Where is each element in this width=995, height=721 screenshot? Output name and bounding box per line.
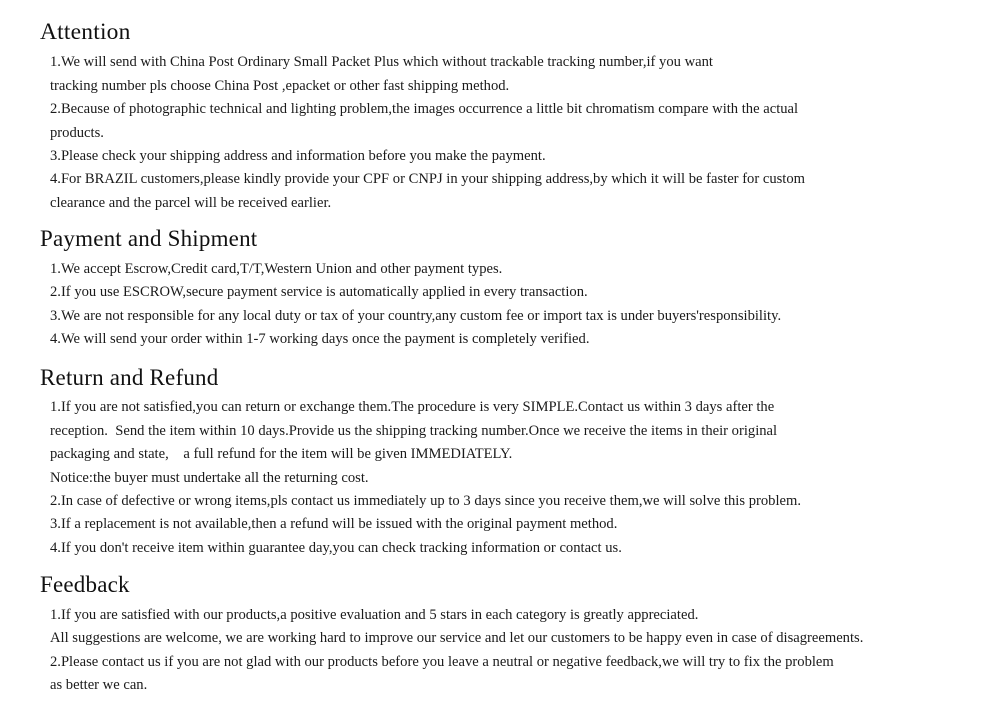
section-body-payment-and-shipment (40, 258, 961, 352)
section-title-attention: Attention (40, 19, 131, 45)
policy-line: 4.If you don't receive item within guarantee day,you can check tracking information or contact us. (50, 539, 622, 556)
policy-line: Notice:the buyer must undertake all the returning cost. (50, 469, 369, 486)
section-return-and-refund (40, 364, 961, 561)
policy-line: 1.We accept Escrow,Credit card,T/T,Western Union and other payment types. (50, 260, 503, 277)
section-feedback (40, 571, 961, 697)
policy-line: tracking number pls choose China Post ,epacket or other fast shipping method. (50, 77, 510, 94)
section-body-attention (40, 51, 961, 215)
policy-line: 1.If you are satisfied with our products,a positive evaluation and 5 stars in each category is greatly appreciated. (50, 606, 699, 623)
policy-line: as better we can. (50, 677, 148, 694)
policy-line: 2.If you use ESCROW,secure payment service is automatically applied in every transaction. (50, 284, 588, 301)
policy-line: clearance and the parcel will be received earlier. (50, 194, 332, 211)
section-title-return-and-refund: Return and Refund (40, 364, 219, 390)
policy-line: 3.If a replacement is not available,then a refund will be issued with the original payment method. (50, 516, 618, 533)
section-body-feedback (40, 604, 961, 698)
policy-line: 1.If you are not satisfied,you can return or exchange them.The procedure is very SIMPLE.Contact us within 3 days after the (50, 399, 775, 416)
section-title-feedback: Feedback (40, 572, 130, 598)
policy-line: 2.Because of photographic technical and lighting problem,the images occurrence a little bit chromatism compare with the actual (50, 101, 799, 118)
section-title-payment-and-shipment: Payment and Shipment (40, 226, 258, 252)
section-attention (40, 18, 961, 215)
policy-line: All suggestions are welcome, we are working hard to improve our service and let our customers to be happy even in case of disagreements. (50, 630, 864, 647)
policy-line: 4.We will send your order within 1-7 working days once the payment is completely verified. (50, 331, 590, 348)
policy-line: products. (50, 124, 104, 141)
section-payment-and-shipment (40, 225, 961, 351)
policy-line: reception. Send the item within 10 days.Provide us the shipping tracking number.Once we receive the items in their original (50, 422, 778, 439)
policy-line: 2.In case of defective or wrong items,pls contact us immediately up to 3 days since you receive them,we will solve this problem. (50, 492, 801, 509)
policy-line: 3.We are not responsible for any local duty or tax of your country,any custom fee or import tax is under buyers'responsibility. (50, 307, 782, 324)
policy-line: packaging and state, a full refund for the item will be given IMMEDIATELY. (50, 446, 513, 463)
policy-line: 4.For BRAZIL customers,please kindly provide your CPF or CNPJ in your shipping address,by which it will be faster for custom (50, 171, 806, 188)
policy-line: 3.Please check your shipping address and information before you make the payment. (50, 148, 546, 164)
policy-line: 1.We will send with China Post Ordinary Small Packet Plus which without trackable tracking number,if you want (50, 54, 713, 71)
section-body-return-and-refund (40, 396, 961, 560)
policy-line: 2.Please contact us if you are not glad with our products before you leave a neutral or negative feedback,we will try to fix the problem (50, 653, 834, 670)
